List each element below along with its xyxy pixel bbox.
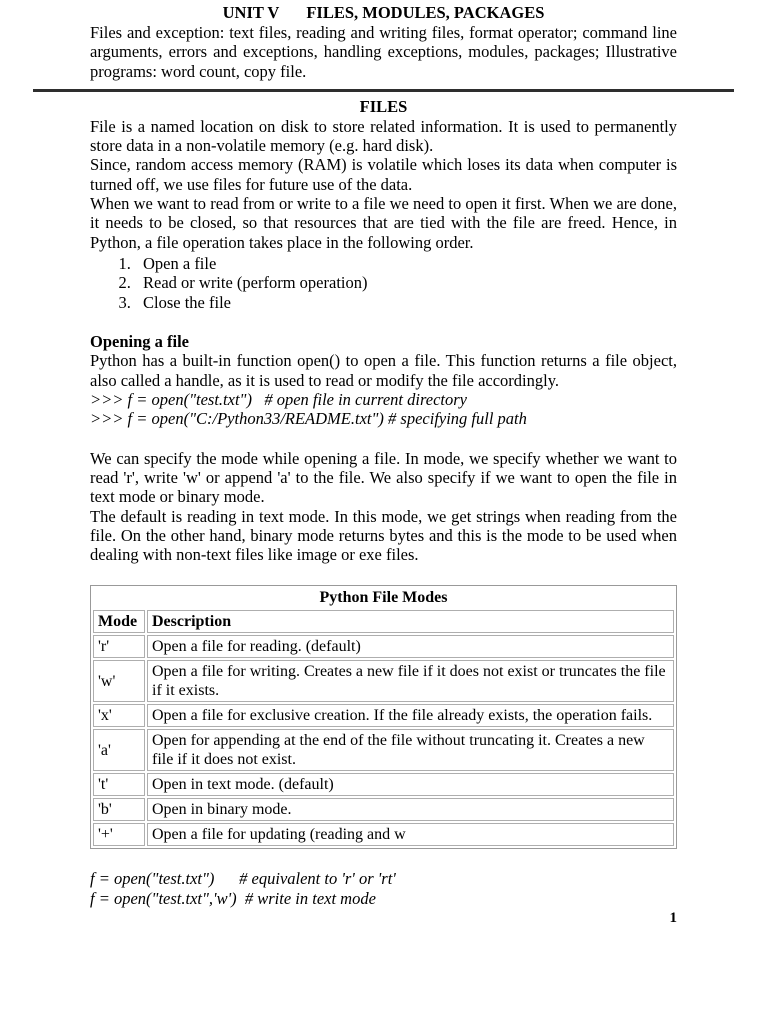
files-paragraph-1: File is a named location on disk to store related information. It is used to permanently store data in a non-volatile memory (e.g. hard disk). xyxy=(90,116,677,156)
page-number: 1 xyxy=(669,910,677,927)
description-cell: Open in text mode. (default) xyxy=(147,773,674,796)
footer-code-block xyxy=(90,869,677,908)
step-item: 1. Open a file xyxy=(135,254,677,273)
mode-cell: 'b' xyxy=(93,798,145,821)
description-cell: Open a file for exclusive creation. If the file already exists, the operation fails. xyxy=(147,704,674,727)
table-row xyxy=(93,823,674,846)
mode-cell: 'x' xyxy=(93,704,145,727)
description-cell: Open for appending at the end of the file without truncating it. Creates a new file if it does not exist. xyxy=(147,729,674,771)
column-header-description: Description xyxy=(147,610,674,633)
opening-section-body: Python has a built-in function open() to open a file. This function returns a file object, also called a handle, as it is used to read or modify the file accordingly. xyxy=(90,351,677,390)
files-paragraph-3: When we want to read from or write to a file we need to open it first. When we are done, it needs to be closed, so that resources that are tied with the file are freed. Hence, in Python, a file operation takes place in the following order. xyxy=(90,194,677,252)
modes-paragraph-2: The default is reading in text mode. In this mode, we get strings when reading from the file. On the other hand, binary mode returns bytes and this is the mode to be used when dealing with non-text files like image or exe files. xyxy=(90,506,677,565)
description-cell: Open a file for writing. Creates a new file if it does not exist or truncates the file if it exists. xyxy=(147,660,674,702)
table-header-row xyxy=(93,610,674,633)
mode-cell: 'w' xyxy=(93,660,145,702)
opening-section-title: Opening a file xyxy=(90,332,190,352)
code-line: >>> f = open("C:/Python33/README.txt") # specifying full path xyxy=(90,409,527,429)
table-row xyxy=(93,635,674,658)
files-paragraph-2: Since, random access memory (RAM) is volatile which loses its data when computer is turned off, we use files for future use of the data. xyxy=(90,155,677,194)
intro-paragraph: Files and exception: text files, reading and writing files, format operator; command line arguments, errors and exceptions, handling exceptions, modules, packages; Illustrative programs: word count, copy file. xyxy=(90,23,677,81)
divider-rule xyxy=(33,89,734,92)
files-section-title: FILES xyxy=(359,96,408,116)
code-line: >>> f = open("test.txt") # open file in current directory xyxy=(90,390,468,410)
code-line: f = open("test.txt") # equivalent to 'r' or 'rt' xyxy=(90,869,396,889)
description-cell: Open a file for reading. (default) xyxy=(147,635,674,658)
mode-cell: 'r' xyxy=(93,635,145,658)
code-line: f = open("test.txt",'w') # write in text mode xyxy=(90,888,376,908)
unit-label: UNIT V xyxy=(222,3,280,22)
file-modes-table xyxy=(90,585,677,849)
file-modes-table-grid xyxy=(91,608,676,848)
unit-title: FILES, MODULES, PACKAGES xyxy=(306,3,545,22)
description-cell: Open a file for updating (reading and w xyxy=(147,823,674,846)
step-item: 2. Read or write (perform operation) xyxy=(135,273,677,292)
mode-cell: '+' xyxy=(93,823,145,846)
modes-paragraph-1: We can specify the mode while opening a file. In mode, we specify whether we want to read 'r', write 'w' or append 'a' to the file. We also specify if we want to open the file in text mode or binary mode. xyxy=(90,448,677,507)
table-row xyxy=(93,729,674,771)
file-operation-steps xyxy=(90,254,677,312)
table-row xyxy=(93,798,674,821)
doc-title xyxy=(90,3,677,23)
description-cell: Open in binary mode. xyxy=(147,798,674,821)
mode-cell: 'a' xyxy=(93,729,145,771)
file-modes-table-title: Python File Modes xyxy=(319,589,448,607)
table-row xyxy=(93,660,674,702)
column-header-mode: Mode xyxy=(93,610,145,633)
mode-cell: 't' xyxy=(93,773,145,796)
step-item: 3. Close the file xyxy=(135,293,677,312)
table-row xyxy=(93,773,674,796)
table-row xyxy=(93,704,674,727)
